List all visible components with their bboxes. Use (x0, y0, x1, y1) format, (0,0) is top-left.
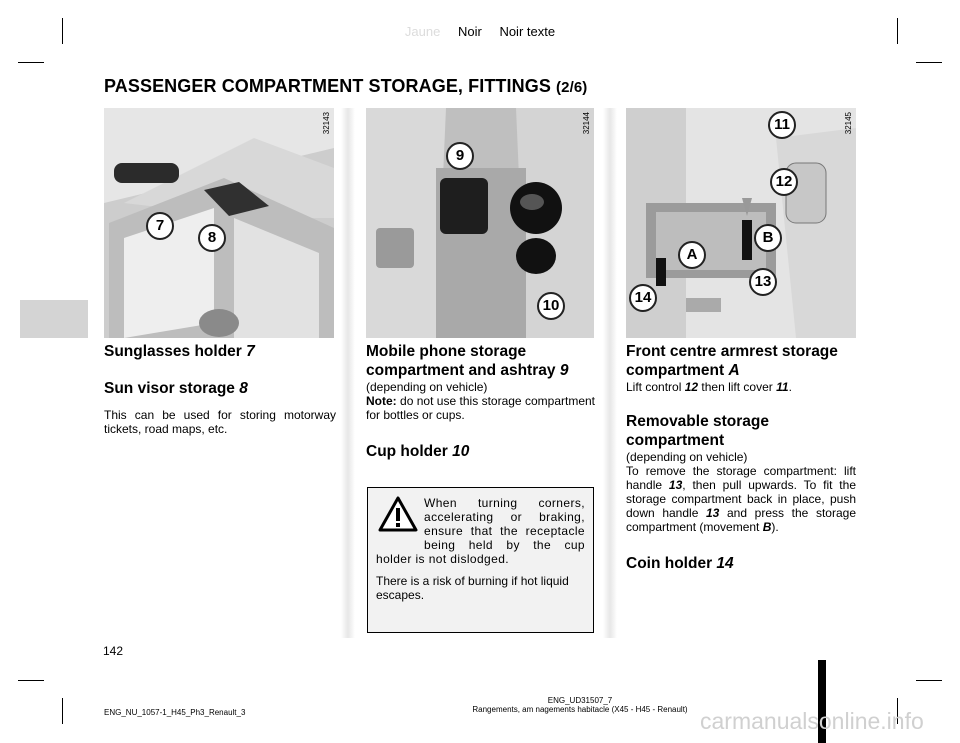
sun-visor-description: This can be used for storing motorway tickets, road maps, etc. (104, 408, 336, 436)
column-2 (366, 342, 595, 461)
ref-number: 8 (239, 380, 248, 397)
callout-9: 9 (446, 142, 474, 170)
callout-13: 13 (749, 268, 777, 296)
ref-number: 7 (246, 343, 255, 360)
warning-box (367, 487, 594, 633)
color-mark-noir-texte: Noir texte (499, 24, 556, 39)
heading-sunglasses-holder: Sunglasses holder 7 (104, 343, 255, 360)
vehicle-dependency-note: (depending on vehicle) (366, 380, 488, 394)
color-mark-jaune: Jaune (404, 24, 441, 39)
callout-12: 12 (770, 168, 798, 196)
heading-sun-visor-storage: Sun visor storage 8 (104, 380, 248, 397)
column-1 (104, 342, 336, 436)
warning-text-burn: There is a risk of burning if hot liquid escapes. (376, 574, 569, 602)
callout-14: 14 (629, 284, 657, 312)
crop-mark (18, 62, 44, 63)
ref-letter: A (728, 362, 740, 379)
page-title-main: PASSENGER COMPARTMENT STORAGE, FITTINGS (104, 76, 551, 96)
heading-coin-holder: Coin holder 14 (626, 555, 734, 572)
figure-ref: 32144 (582, 112, 591, 135)
heading-armrest-storage: Front centre armrest storage compartment A (626, 343, 838, 379)
section-tab (20, 300, 88, 338)
column-3 (626, 342, 856, 573)
heading-cup-holder: Cup holder 10 (366, 443, 470, 460)
figure-armrest-storage (626, 108, 856, 338)
callout-7: 7 (146, 212, 174, 240)
warning-text: When turning corners, accelerating or braking, ensure that the receptacle being held by the cup holder is not dislodged. (376, 496, 585, 566)
vehicle-dependency-note: (depending on vehicle) (626, 450, 748, 464)
ref-number: 9 (559, 362, 569, 379)
callout-11: 11 (768, 111, 796, 139)
callout-10: 10 (537, 292, 565, 320)
callout-8: 8 (198, 224, 226, 252)
callout-a: A (678, 241, 706, 269)
figure-ref: 32145 (844, 112, 853, 135)
column-separator (603, 108, 617, 638)
figure-sunglasses-holder (104, 108, 334, 338)
page-title-part: (2/6) (556, 79, 588, 96)
crop-mark (916, 680, 942, 681)
column-separator (341, 108, 355, 638)
armrest-instruction: Lift control 12 then lift cover 11. (626, 380, 792, 394)
storage-note: Note: do not use this storage compartment for bottles or cups. (366, 394, 595, 422)
heading-removable-storage: Removable storage compartment (626, 413, 769, 449)
page-number: 142 (103, 644, 124, 658)
watermark: carmanualsonline.info (700, 708, 924, 734)
heading-mobile-phone-storage: Mobile phone storage compartment and ashtray 9 (366, 343, 569, 379)
removable-storage-instructions: To remove the storage compartment: lift handle 13, then pull upwards. To fit the storage compartment back in place, push down handle 13 and press the storage compartment (movement B). (626, 464, 856, 534)
crop-mark (62, 698, 63, 724)
color-mark-noir: Noir (457, 24, 482, 39)
footer-right: ENG_UD31507_7 Rangements, am nagements habitacle (X45 - H45 - Renault) (472, 696, 688, 714)
ref-number: 10 (452, 443, 470, 460)
footer-left: ENG_NU_1057-1_H45_Ph3_Renault_3 (104, 708, 246, 717)
print-color-marks (0, 24, 960, 39)
crop-mark (916, 62, 942, 63)
crop-mark (18, 680, 44, 681)
figure-ref: 32143 (322, 112, 331, 135)
callout-b: B (754, 224, 782, 252)
page-title (104, 76, 587, 97)
ref-number: 14 (716, 555, 734, 572)
